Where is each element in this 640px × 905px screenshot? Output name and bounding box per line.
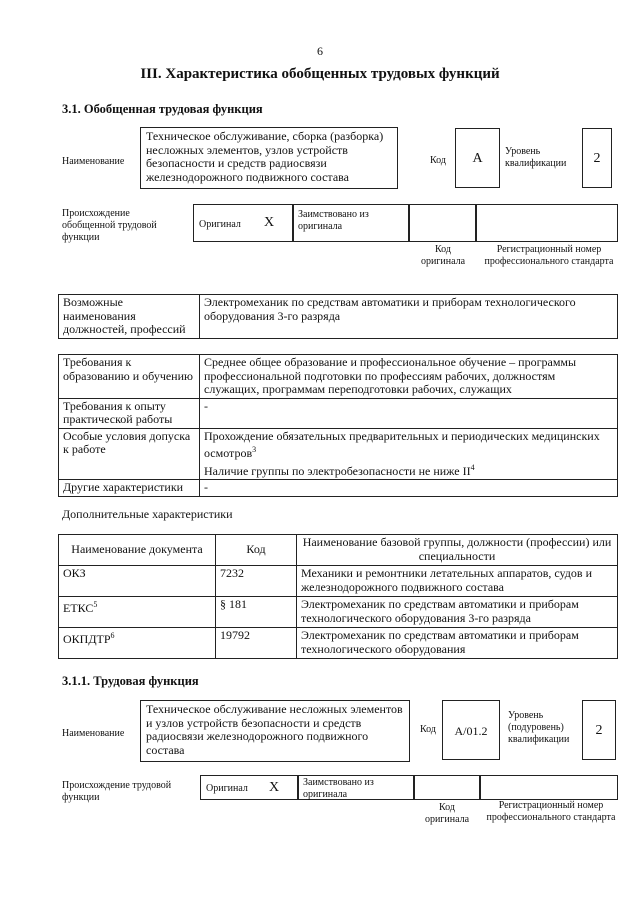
origin-label-2: Происхождение трудовой функции: [62, 780, 172, 803]
original-label: Оригинал: [199, 219, 241, 230]
level-label-2: Уровень (подуровень) квалификации: [508, 710, 570, 745]
req-conditions-value: [200, 428, 618, 480]
origin-label: Происхождение обобщенной трудовой функции: [62, 208, 157, 243]
code-value-2: A/01.2: [442, 700, 500, 760]
code-value: А: [455, 128, 500, 188]
code-original-cell: [409, 204, 476, 242]
req-other-label: Другие характеристики: [59, 480, 200, 497]
req-experience-label: Требования к опыту практической работы: [59, 398, 200, 428]
requirements-table: [58, 354, 618, 497]
name-cell: Электромеханик по средствам автоматики и приборам технологического оборудования 3-го разряда: [297, 597, 618, 628]
positions-label: Возможные наименования должностей, профессий: [59, 295, 200, 339]
code-cell: 7232: [216, 566, 297, 597]
section-title: III. Характеристика обобщенных трудовых функций: [140, 66, 500, 82]
doc-name: ОКПДТР: [63, 632, 111, 646]
req-conditions-label: Особые условия допуска к работе: [59, 428, 200, 480]
code-original-label-2: Код оригинала: [424, 802, 470, 825]
section-3-1-heading: 3.1. Обобщенная трудовая функция: [62, 102, 263, 116]
original-mark-2: Х: [269, 780, 280, 795]
footnote-3: 3: [252, 445, 257, 454]
function-name-box-2: Техническое обслуживание несложных элементов и узлов устройств безопасности и средств радиосвязи железнодорожного подвижного состава: [140, 700, 410, 762]
col-code-header: Код: [216, 535, 297, 566]
original-cell: [193, 204, 293, 242]
section-3-1-1-heading: 3.1.1. Трудовая функция: [62, 674, 199, 688]
footnote-5: 5: [93, 600, 98, 609]
code-cell: § 181: [216, 597, 297, 628]
name-cell: Электромеханик по средствам автоматики и приборам технологического оборудования: [297, 628, 618, 659]
reg-number-label-2: Регистрационный номер профессионального стандарта: [486, 800, 616, 823]
original-label-2: Оригинал: [206, 783, 248, 794]
footnote-6: 6: [110, 631, 115, 640]
req-conditions-text-2: Наличие группы по электробезопасности не ниже II: [204, 463, 471, 478]
name-cell: Механики и ремонтники летательных аппаратов, судов и железнодорожного подвижного состава: [297, 566, 618, 597]
req-conditions-text-1: Прохождение обязательных предварительных и периодических медицинских осмотров: [204, 428, 600, 460]
code-label-2: Код: [420, 724, 436, 735]
extra-heading: Дополнительные характеристики: [62, 507, 233, 521]
code-label: Код: [430, 155, 446, 166]
reg-number-label: Регистрационный номер профессионального стандарта: [484, 244, 614, 267]
extra-table: [58, 534, 618, 659]
original-mark: Х: [264, 215, 275, 230]
table-row: [59, 628, 618, 659]
function-name-box: Техническое обслуживание, сборка (разборка) несложных элементов, узлов устройств безопасности и средств радиосвязи железнодорожного подвижного состава: [140, 127, 398, 189]
reg-number-cell-2: [480, 775, 618, 800]
doc-cell: ОКЗ: [59, 566, 216, 597]
original-cell-2: [200, 775, 298, 800]
footnote-4: 4: [470, 462, 475, 472]
positions-table: [58, 294, 618, 339]
name-label-2: Наименование: [62, 728, 125, 739]
code-original-label: Код оригинала: [420, 244, 466, 267]
borrowed-cell: Заимствовано из оригинала: [293, 204, 409, 242]
borrowed-cell-2: Заимствовано из оригинала: [298, 775, 414, 800]
code-original-cell-2: [414, 775, 480, 800]
level-label: Уровень квалификации: [505, 146, 567, 169]
req-education-value: Среднее общее образование и профессиональное обучение – программы профессиональной подготовки по профессиям рабочих, должностям служащих, программам переподготовки рабочих, служащих: [200, 355, 618, 399]
page-number: 6: [317, 44, 323, 58]
col-doc-header: Наименование документа: [59, 535, 216, 566]
level-value-2: 2: [582, 700, 616, 760]
positions-value: Электромеханик по средствам автоматики и приборам технологического оборудования 3-го разряда: [200, 295, 618, 339]
req-education-label: Требования к образованию и обучению: [59, 355, 200, 399]
code-cell: 19792: [216, 628, 297, 659]
doc-cell: [59, 597, 216, 628]
table-row: [59, 597, 618, 628]
table-row: [59, 566, 618, 597]
col-name-header: Наименование базовой группы, должности (профессии) или специальности: [297, 535, 618, 566]
req-other-value: -: [200, 480, 618, 497]
name-label: Наименование: [62, 156, 125, 167]
req-experience-value: -: [200, 398, 618, 428]
doc-cell: [59, 628, 216, 659]
reg-number-cell: [476, 204, 618, 242]
doc-name: ЕТКС: [63, 601, 94, 615]
level-value: 2: [582, 128, 612, 188]
